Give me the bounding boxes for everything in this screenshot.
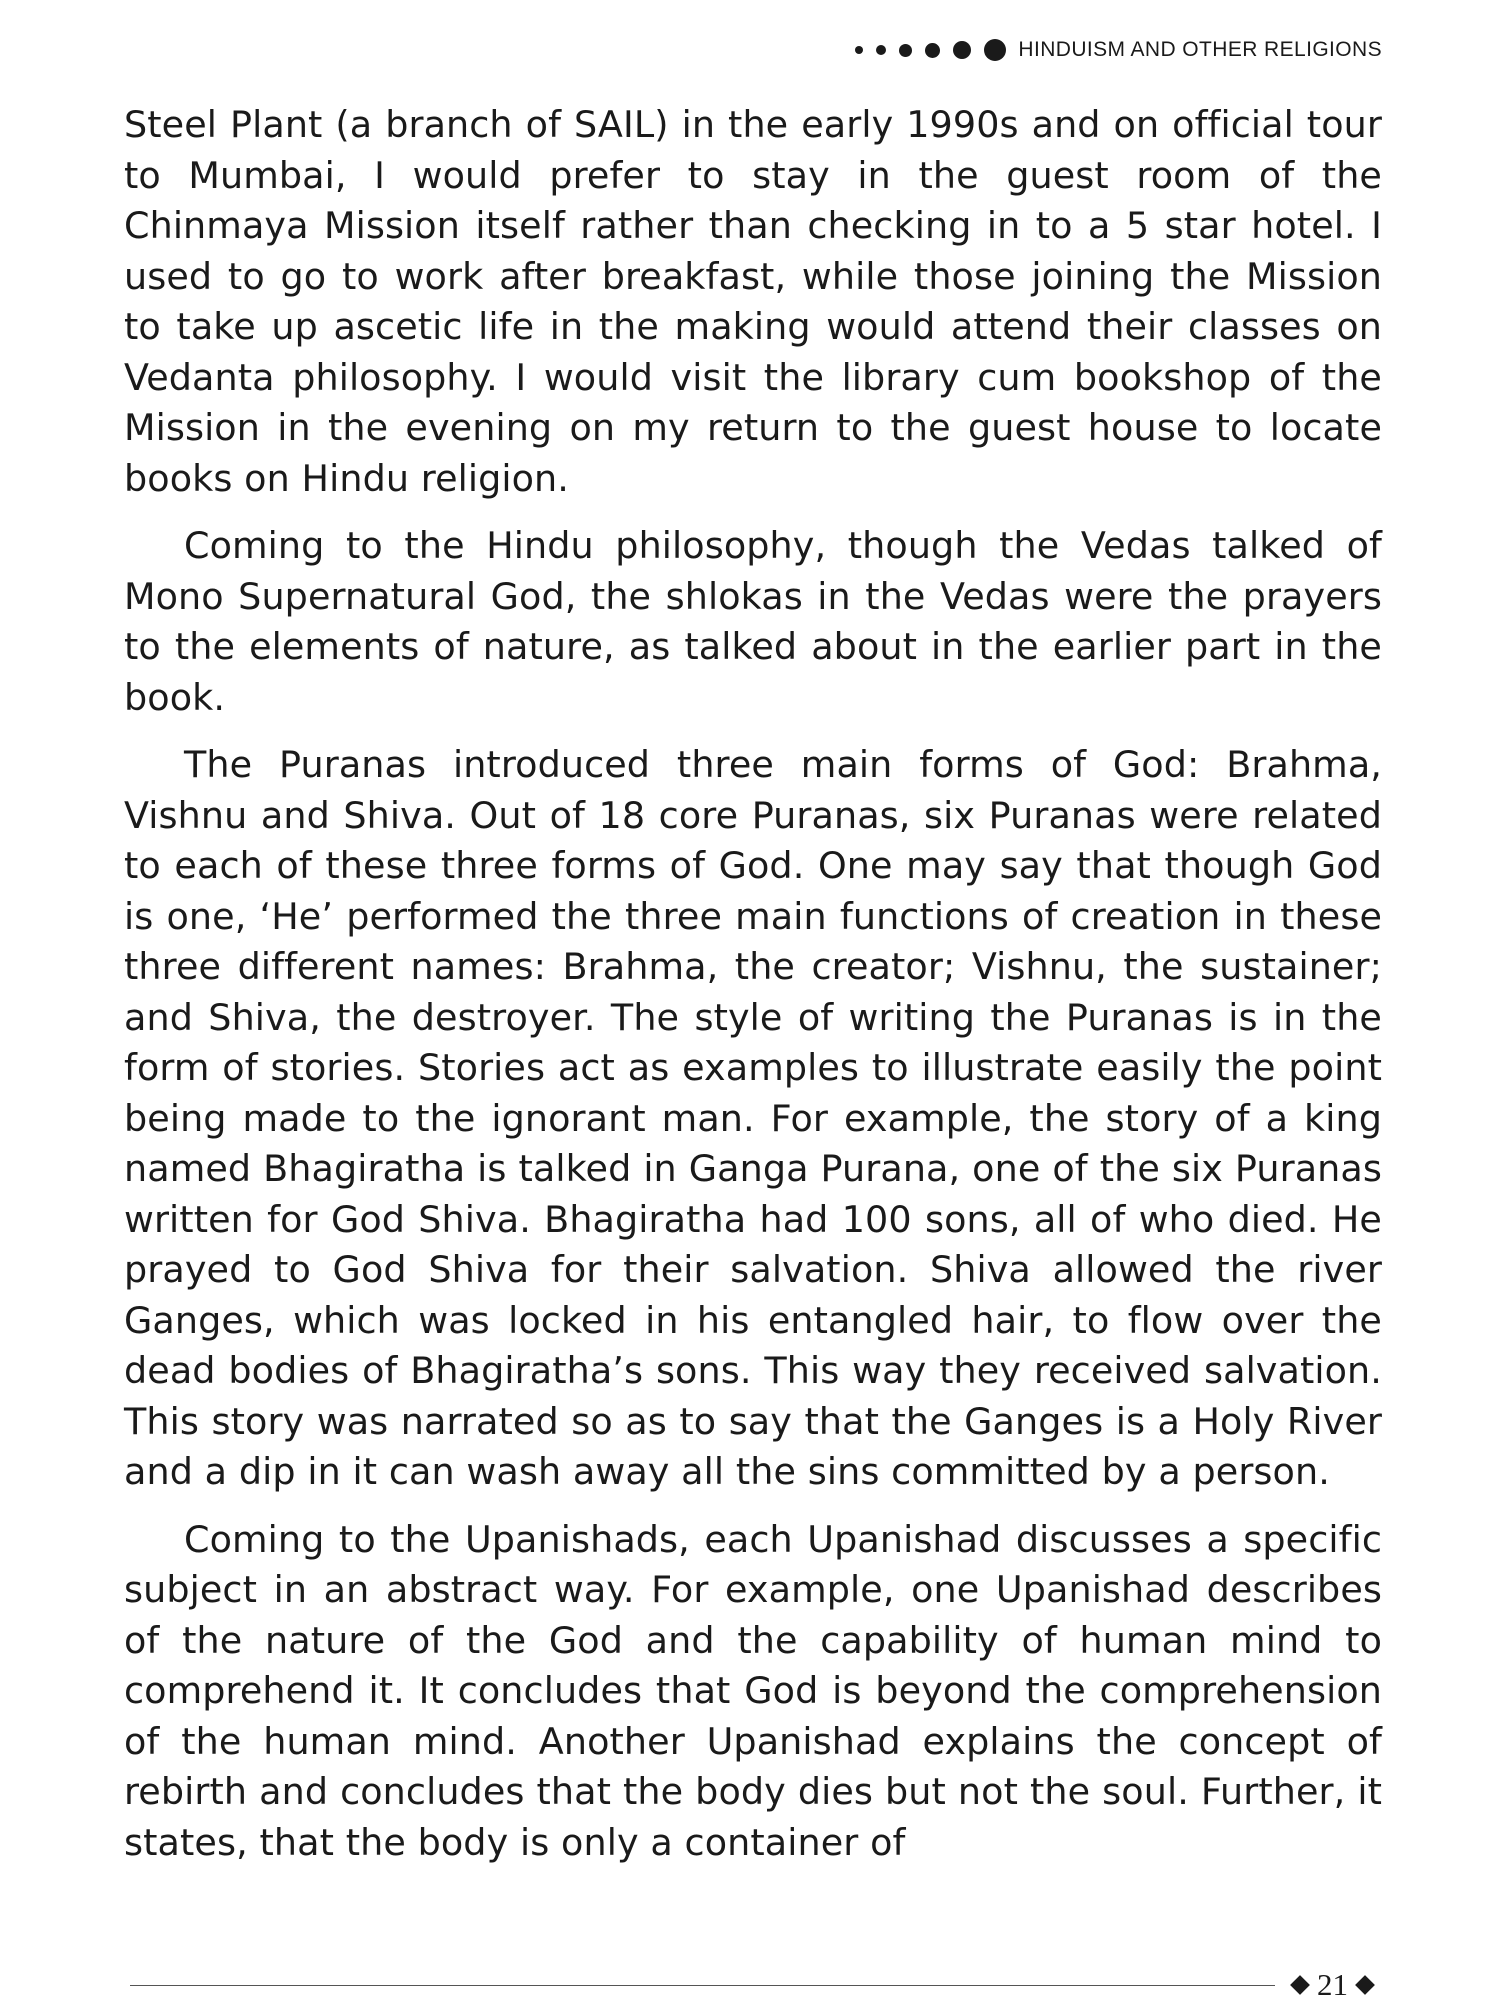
dot-icon	[899, 44, 912, 57]
dot-icon	[925, 43, 940, 58]
dot-icon	[855, 46, 863, 54]
running-title: HINDUISM AND OTHER RELIGIONS	[1018, 38, 1382, 61]
header-ornament	[855, 39, 1006, 61]
paragraph: Coming to the Hindu philosophy, though the Vedas talked of Mono Supernatural God, the shlokas in the Vedas were the prayers to the elements of nature, as talked about in the earlier part in the book.	[124, 524, 1382, 719]
dot-icon	[984, 39, 1006, 61]
diamond-icon	[1355, 1975, 1375, 1995]
running-header	[120, 30, 1382, 70]
footer-rule	[130, 1985, 1275, 1986]
page-number: 21	[1317, 1967, 1348, 2002]
dot-icon	[953, 41, 971, 59]
paragraph: Coming to the Upanishads, each Upanishad discusses a specific subject in an abstract way. For example, one Upanishad describes of the nature of the God and the capability of human mind to comprehend it. It concludes that God is beyond the comprehension of the human mind. Another Upanishad explains the concept of rebirth and concludes that the body dies but not the soul. Further, it states, that the body is only a container of	[124, 1517, 1382, 1864]
paragraph: Steel Plant (a branch of SAIL) in the early 1990s and on official tour to Mumbai, I would prefer to stay in the guest room of the Chinmaya Mission itself rather than checking in to a 5 star hotel. I used to go to work after breakfast, while those joining the Mission to take up ascetic life in the making would attend their classes on Vedanta philosophy. I would visit the library cum bookshop of the Mission in the evening on my return to the guest house to locate books on Hindu religion.	[124, 103, 1382, 500]
page-footer	[130, 1967, 1382, 2002]
diamond-icon	[1290, 1975, 1310, 1995]
dot-icon	[876, 45, 886, 55]
paragraph: The Puranas introduced three main forms of God: Brahma, Vishnu and Shiva. Out of 18 core Puranas, six Puranas were related to each of these three forms of God. One may say that though God is one, ‘He’ performed the three main functions of creation in these three different names: Brahma, the creator; Vishnu, the sustainer; and Shiva, the destroyer. The style of writing the Puranas is in the form of stories. Stories act as examples to illustrate easily the point being made to the ignorant man. For example, the story of a king named Bhagiratha is talked in Ganga Purana, one of the six Puranas written for God Shiva. Bhagiratha had 100 sons, all of who died. He prayed to God Shiva for their salvation. Shiva allowed the river Ganges, which was locked in his entangled hair, to flow over the dead bodies of Bhagiratha’s sons. This way they received salvation. This story was narrated so as to say that the Ganges is a Holy River and a dip in it can wash away all the sins committed by a person.	[124, 743, 1382, 1493]
page-body	[124, 100, 1382, 1885]
